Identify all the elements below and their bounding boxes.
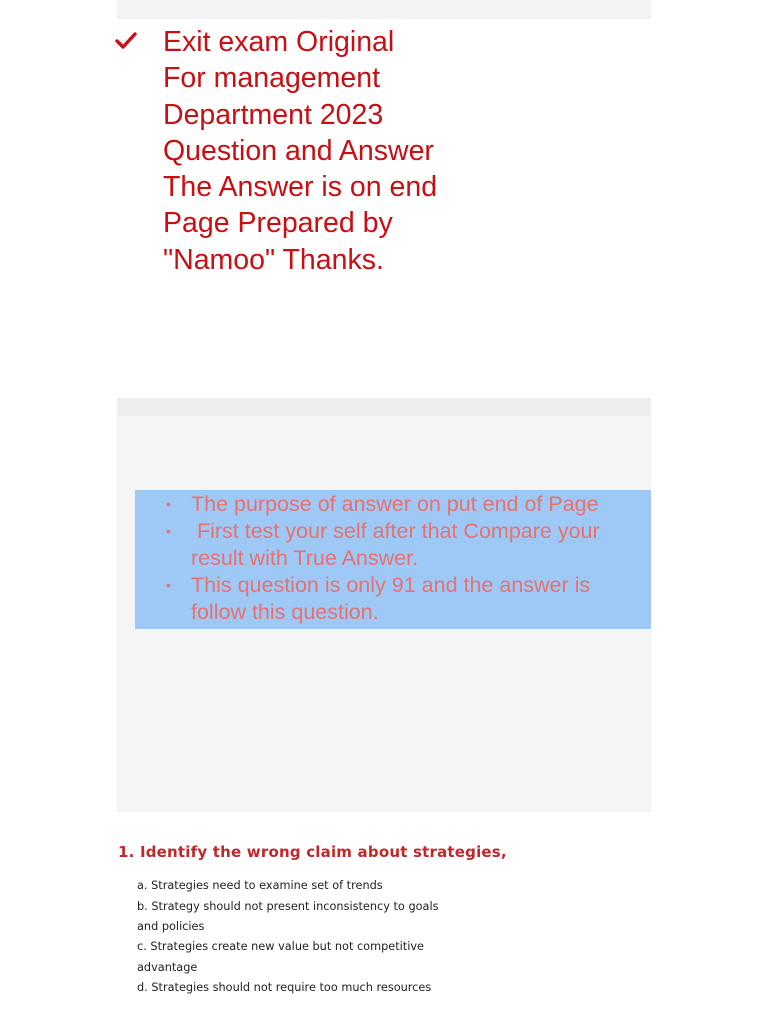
intro-line: Department 2023 (163, 98, 384, 131)
middle-panel-top-edge (117, 398, 651, 416)
instructions-box (135, 490, 651, 629)
intro-line: For management (163, 62, 381, 95)
checkmark-icon (113, 28, 139, 54)
intro-line: Question and Answer (163, 134, 434, 167)
intro-line: "Namoo" Thanks. (163, 243, 384, 276)
option-b-continued: and policies (137, 920, 205, 933)
intro-line: Page Prepared by (163, 207, 393, 240)
instruction-line: First test your self after that Compare your (191, 519, 600, 543)
option-a: a. Strategies need to examine set of trends (137, 879, 383, 892)
bullet-icon: • (166, 577, 171, 593)
option-c-continued: advantage (137, 961, 198, 974)
bullet-icon: • (166, 496, 171, 512)
instruction-line: This question is only 91 and the answer is (191, 573, 591, 597)
top-gray-band (117, 0, 651, 19)
option-b: b. Strategy should not present inconsistency to goals (137, 900, 439, 913)
instruction-item (166, 518, 651, 572)
instruction-line: follow this question. (191, 600, 379, 624)
instruction-line: The purpose of answer on put end of Page (191, 492, 599, 516)
option-c: c. Strategies create new value but not competitive (137, 940, 424, 953)
intro-text-block (163, 24, 503, 278)
instruction-item (166, 491, 651, 518)
instruction-item (166, 572, 651, 626)
instruction-line: result with True Answer. (191, 546, 419, 570)
intro-line: Exit exam Original (163, 26, 395, 58)
question-title: 1. Identify the wrong claim about strategies, (118, 843, 507, 861)
intro-line: The Answer is on end (163, 171, 438, 204)
bullet-icon: • (166, 523, 171, 539)
option-d: d. Strategies should not require too much resources (137, 981, 432, 994)
